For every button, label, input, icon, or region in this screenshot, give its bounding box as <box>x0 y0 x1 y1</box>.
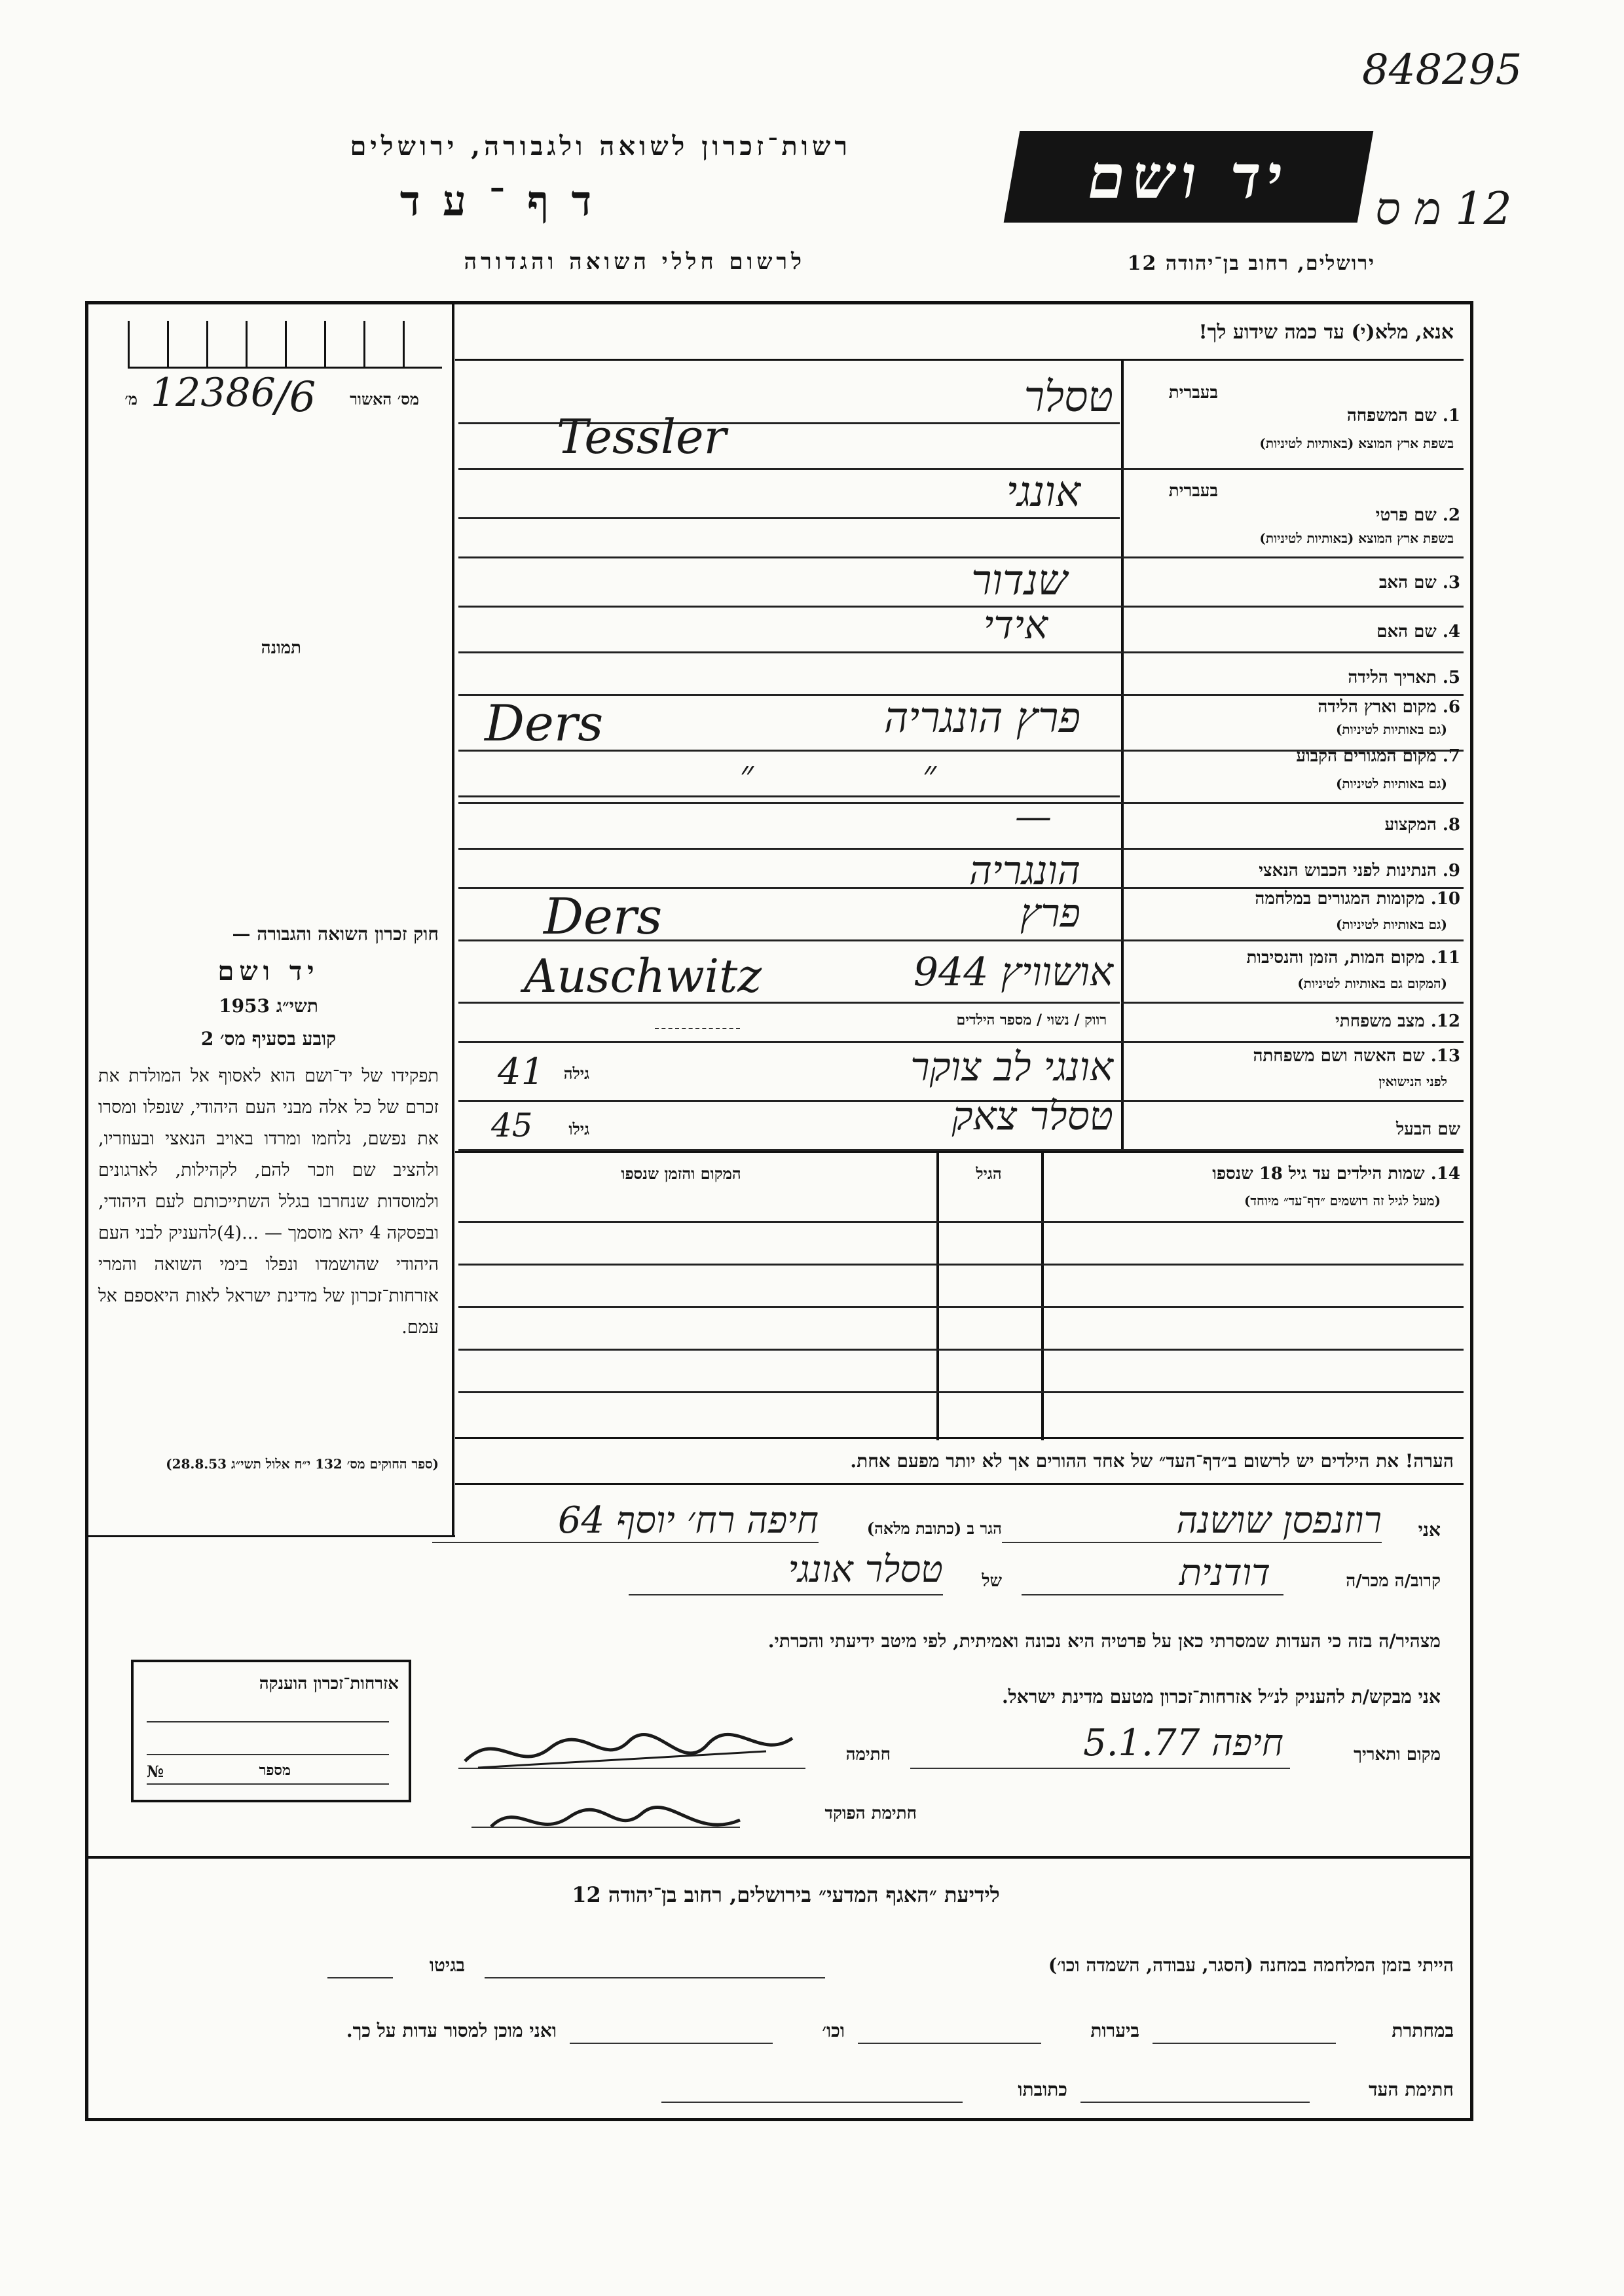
children-title <box>1048 1164 1460 1184</box>
decl-declare: מצהיר/ה בזה כי העדות שמסרתי כאן על פרטיה היא נכונה ואמיתית, לפי מיטב ידיעתי והכרתי. <box>767 1630 1441 1652</box>
field-12-sub-inline: רווק / נשוי / מספר הילדים <box>956 1011 1107 1029</box>
decl-i-value: רוזנפסן שושנה <box>1176 1499 1382 1542</box>
field-4-label <box>1133 622 1460 642</box>
field-12-num: 12. <box>1430 1011 1460 1031</box>
field-1-sub: בשפת ארץ המוצא (באותיות לטיניות) <box>1259 435 1454 451</box>
field-7-value: ״ ״ <box>739 753 1015 795</box>
bottom-line3-b: כתובתו <box>1018 2079 1067 2100</box>
children-row-2 <box>458 1264 1464 1266</box>
field-4-num: 4. <box>1442 622 1460 642</box>
field-6-label <box>1133 697 1460 717</box>
field-9-label <box>1133 861 1460 881</box>
field-11-label <box>1133 948 1460 968</box>
field-13-age-value: 41 <box>498 1051 545 1093</box>
bottom-line1-b: בגיטו <box>429 1954 465 1976</box>
field-11-value-lat: Auschwitz <box>524 949 762 1003</box>
field-10-value-lat: Ders <box>544 887 663 945</box>
approval-prefix: מ׳ <box>124 390 138 409</box>
bottom-line3-blank-b <box>661 2102 963 2103</box>
field-2-heb: בעברית <box>1168 481 1218 501</box>
decl-of-line <box>629 1594 943 1595</box>
logo-text: יד ושם <box>1082 141 1295 212</box>
field-6-text: מקום וארץ הלידה <box>1318 697 1437 717</box>
field-7-sub: (גם באותיות לטיניות) <box>1335 776 1447 792</box>
husband-age-value: 45 <box>491 1106 533 1144</box>
decl-place-date-value: חיפה 5.1.77 <box>1083 1722 1283 1764</box>
decl-place-date-line <box>910 1768 1290 1769</box>
field-8-text: המקצוע <box>1384 815 1437 835</box>
sidebar-text: תפקידו של יד־ושם הוא לאסוף אל המולדת את זכרם של כל אלה מבני העם היהודי, שנפלו ומסרו את נפשם, נלחמו ומרדו באויב הנאצי ובעוזריו, ולהציב שם וזכר להם, לקהילות, לארגונים ולמוסדות שנחרבו בגלל השתייכותם לעם היהודי, ובפסקה 4 יהא מוסמך — ...(4)להעניק לבני העם היהודי שהושמדו ונפלו בימי השואה והמרי אזרחות־זכרון של מדינת ישראל לאות היאספם אל עמם. <box>98 1066 439 1338</box>
husband-label <box>1133 1120 1460 1139</box>
decl-place-date-label: מקום ותאריך <box>1354 1745 1441 1764</box>
citizenship-line-1 <box>147 1721 389 1722</box>
bottom-line3-a: חתימת העד <box>1369 2079 1454 2100</box>
decl-living-label: הגר ב (כתובת מלאה) <box>866 1519 1002 1538</box>
field-13-num: 13. <box>1430 1046 1460 1066</box>
bottom-line2-d: ואני מוכן למסור עדות על כך. <box>346 2020 557 2041</box>
children-row-4 <box>458 1349 1464 1351</box>
children-row-3 <box>458 1306 1464 1308</box>
children-col-age: הגיל <box>976 1164 1002 1183</box>
field-6-sub: (גם באותיות לטיניות) <box>1335 721 1447 737</box>
field-10-sub: (גם באותיות לטיניות) <box>1335 917 1447 932</box>
field-1-value-heb: טסלר <box>1024 373 1113 422</box>
field-9-num: 9. <box>1442 861 1460 881</box>
field-12-top-line <box>1121 1002 1464 1004</box>
note-bottom <box>455 1483 1464 1485</box>
field-1-num: 1. <box>1442 406 1460 426</box>
officer-signature-path <box>491 1807 740 1827</box>
field-2-sub: בשפת ארץ המוצא (באותיות לטיניות) <box>1259 530 1454 546</box>
field-4-value: אידי <box>983 602 1048 648</box>
field-1-text: שם המשפחה <box>1346 406 1437 426</box>
decl-relative-value: דודנית <box>1179 1552 1270 1594</box>
field-8-label <box>1133 815 1460 835</box>
field-6-value-lat: Ders <box>485 694 604 752</box>
children-col-place: המקום והזמן שנספו <box>621 1164 741 1183</box>
decl-relative-line <box>1022 1594 1283 1595</box>
children-bottom <box>455 1437 1464 1439</box>
field-13-value: אונגי לב צוקר <box>910 1044 1113 1090</box>
bottom-separator <box>85 1856 1470 1859</box>
children-top <box>455 1151 1464 1153</box>
citizenship-number-label: מספר <box>259 1762 291 1779</box>
corner-number: 848295 <box>1362 46 1522 94</box>
field-9-value: הונגריה <box>969 848 1080 894</box>
field-6-num: 6. <box>1442 697 1460 717</box>
sidebar-source: (ספר החוקים מס׳ 132 י״ח אלול תשי״ג 28.8.53) <box>166 1456 439 1472</box>
field-1-value-lat: Tessler <box>557 409 726 464</box>
field-4-text: שם האם <box>1376 622 1437 642</box>
left-column-divider <box>452 304 454 1535</box>
corner-mark: 12 מ ס <box>1375 183 1512 235</box>
citizenship-line-3 <box>147 1783 389 1785</box>
bottom-title: לידיעת ״האגף המדעי״ בירושלים, רחוב בן־יהודה 12 <box>572 1882 1000 1907</box>
decl-living-line <box>432 1542 819 1543</box>
field-11-sub: (המקום גם באותיות לטיניות) <box>1297 975 1447 991</box>
bottom-line2-a: במחתרת <box>1392 2020 1454 2041</box>
sidebar-clause: קובע בסעיף מס׳ 2 <box>200 1028 337 1049</box>
decl-officer-label: חתימת הפוקד <box>824 1804 917 1823</box>
citizenship-title: אזרחות־זכרון הוענקה <box>259 1674 399 1694</box>
label-column-divider <box>1121 360 1124 1152</box>
sidebar-law: חוק זכרון השואה והגבורה — <box>232 923 439 945</box>
field-2-value-heb: אונגי <box>1006 468 1080 517</box>
field-10-label <box>1133 889 1460 909</box>
field-11-text: מקום המות, הזמן והנסיבות <box>1246 948 1425 968</box>
field-10-value-heb: פרץ <box>1020 890 1080 936</box>
bottom-line2-blank-a <box>1153 2043 1336 2044</box>
bottom-line2-c: וכו׳ <box>822 2020 845 2041</box>
approval-label: מס׳ האשור <box>350 390 419 409</box>
field-1-heb: בעברית <box>1168 383 1218 403</box>
field-1-label <box>1231 406 1460 426</box>
decl-of-label: של <box>982 1571 1002 1591</box>
field-13-text: שם האשה ושם משפחתה <box>1253 1046 1425 1066</box>
field-6-value-heb: פרץ הונגריה <box>883 694 1080 742</box>
field-12-line <box>458 1041 1464 1043</box>
citizenship-box <box>131 1660 411 1802</box>
decl-signature-label: חתימה <box>845 1745 891 1764</box>
field-7-label <box>1133 746 1460 766</box>
intro-underline <box>455 359 1464 361</box>
field-8-dash: — <box>1015 795 1052 838</box>
bottom-line2-b: ביערות <box>1090 2020 1139 2041</box>
husband-text: שם הבעל <box>1395 1120 1460 1139</box>
photo-label: תמונה <box>261 638 301 658</box>
yad-vashem-logo <box>1004 131 1374 223</box>
children-col-2 <box>936 1152 939 1440</box>
field-12-label <box>1133 1011 1460 1031</box>
bottom-line3-blank-a <box>1080 2102 1310 2103</box>
decl-request: אני מבקש/ת להעניק לנ״ל אזרחות־זכרון מטעם מדינת ישראל. <box>1001 1686 1441 1707</box>
field-2-num: 2. <box>1442 505 1460 525</box>
field-2-text: שם פרטי <box>1375 505 1437 525</box>
field-13-label <box>1133 1046 1460 1066</box>
signature-path <box>465 1734 792 1761</box>
field-8-num: 8. <box>1442 815 1460 835</box>
field-7-text: מקום המגורים הקבוע <box>1296 746 1437 766</box>
field-11-value-heb: אושוויץ 944 <box>913 949 1113 995</box>
authority-title: רשות־זכרון לשואה ולגבורה, ירושלים <box>350 131 851 162</box>
field-7-line-b <box>458 802 1464 804</box>
field-5-label <box>1133 668 1460 687</box>
form-subtitle: לרשום חללי השואה והגדורה <box>464 249 805 275</box>
field-3-value: שנדור <box>971 556 1067 605</box>
field-9-text: הנתינות לפני הכבוש הנאצי <box>1259 861 1437 881</box>
decl-of-value: טסלר אונגי <box>788 1548 943 1591</box>
children-row-1 <box>458 1221 1464 1223</box>
approval-value: 12386 <box>151 370 276 416</box>
intro-text: אנא, מלא(י) עד כמה שידוע לך! <box>1198 321 1454 344</box>
children-note: הערה! את הילדים יש לרשום ב״דף־העד״ של אחד ההורים אך לא יותר מפעם אחת. <box>850 1450 1454 1472</box>
address: ירושלים, רחוב בן־יהודה 12 <box>1127 252 1375 275</box>
decl-relative-label: קרוב/ה מכר/ה <box>1346 1571 1441 1591</box>
husband-age-label: גילו <box>568 1120 589 1139</box>
sidebar-name: יד ושם <box>217 956 320 987</box>
field-10-text: מקומות המגורים במלחמה <box>1255 889 1425 909</box>
citizenship-no: № <box>147 1762 164 1781</box>
field-4-line <box>458 651 1464 653</box>
field-12-children-blank <box>655 1028 740 1029</box>
bottom-line1-a: הייתי בזמן המלחמה במחנה (הסגר, עבודה, השמדה וכו׳) <box>1048 1954 1454 1976</box>
field-7-num: 7. <box>1442 746 1460 766</box>
sidebar-year: תשי״ג 1953 <box>219 995 318 1017</box>
husband-value: טסלר צאק <box>951 1093 1113 1139</box>
field-3-label <box>1133 573 1460 592</box>
children-subtitle: (מעל לגיל זה רושמים ״דף־עד״ מיוחד) <box>1244 1193 1441 1209</box>
field-5-text: תאריך הלידה <box>1348 668 1437 687</box>
bottom-line2-blank-b <box>858 2043 1041 2044</box>
form-title: ד ף ־ ע ד <box>399 177 596 226</box>
field-13-sub: לפני הנישואין <box>1378 1074 1447 1089</box>
field-13-age-label: גילה <box>563 1064 589 1083</box>
field-3-num: 3. <box>1442 573 1460 592</box>
field-11-num: 11. <box>1430 948 1460 968</box>
field-5-num: 5. <box>1442 668 1460 687</box>
field-2-line-heb <box>458 517 1120 519</box>
sidebar-bottom <box>85 1535 455 1537</box>
decl-living-value: חיפה רח׳ יוסף 64 <box>557 1499 819 1542</box>
field-12-text: מצב משפחתי <box>1335 1011 1425 1031</box>
children-num: 14. <box>1430 1164 1460 1184</box>
bottom-line1-blank-b <box>327 1977 393 1978</box>
children-row-5 <box>458 1391 1464 1393</box>
approval-mark: /6 <box>275 373 316 422</box>
decl-i-line <box>1002 1542 1382 1543</box>
signature-scribble <box>458 1722 799 1781</box>
children-title-text: שמות הילדים עד גיל 18 שנספו <box>1212 1164 1425 1184</box>
field-3-text: שם האב <box>1378 573 1437 592</box>
citizenship-line-2 <box>147 1754 389 1755</box>
approval-cells <box>128 321 442 369</box>
field-10-num: 10. <box>1430 889 1460 909</box>
decl-i-label: אני <box>1418 1519 1441 1540</box>
bottom-line2-blank-c <box>570 2043 773 2044</box>
signature-path-2 <box>478 1751 766 1768</box>
officer-signature <box>485 1794 747 1853</box>
bottom-line1-blank-a <box>485 1977 825 1978</box>
children-col-1 <box>1041 1152 1044 1440</box>
field-2-label <box>1231 505 1460 525</box>
